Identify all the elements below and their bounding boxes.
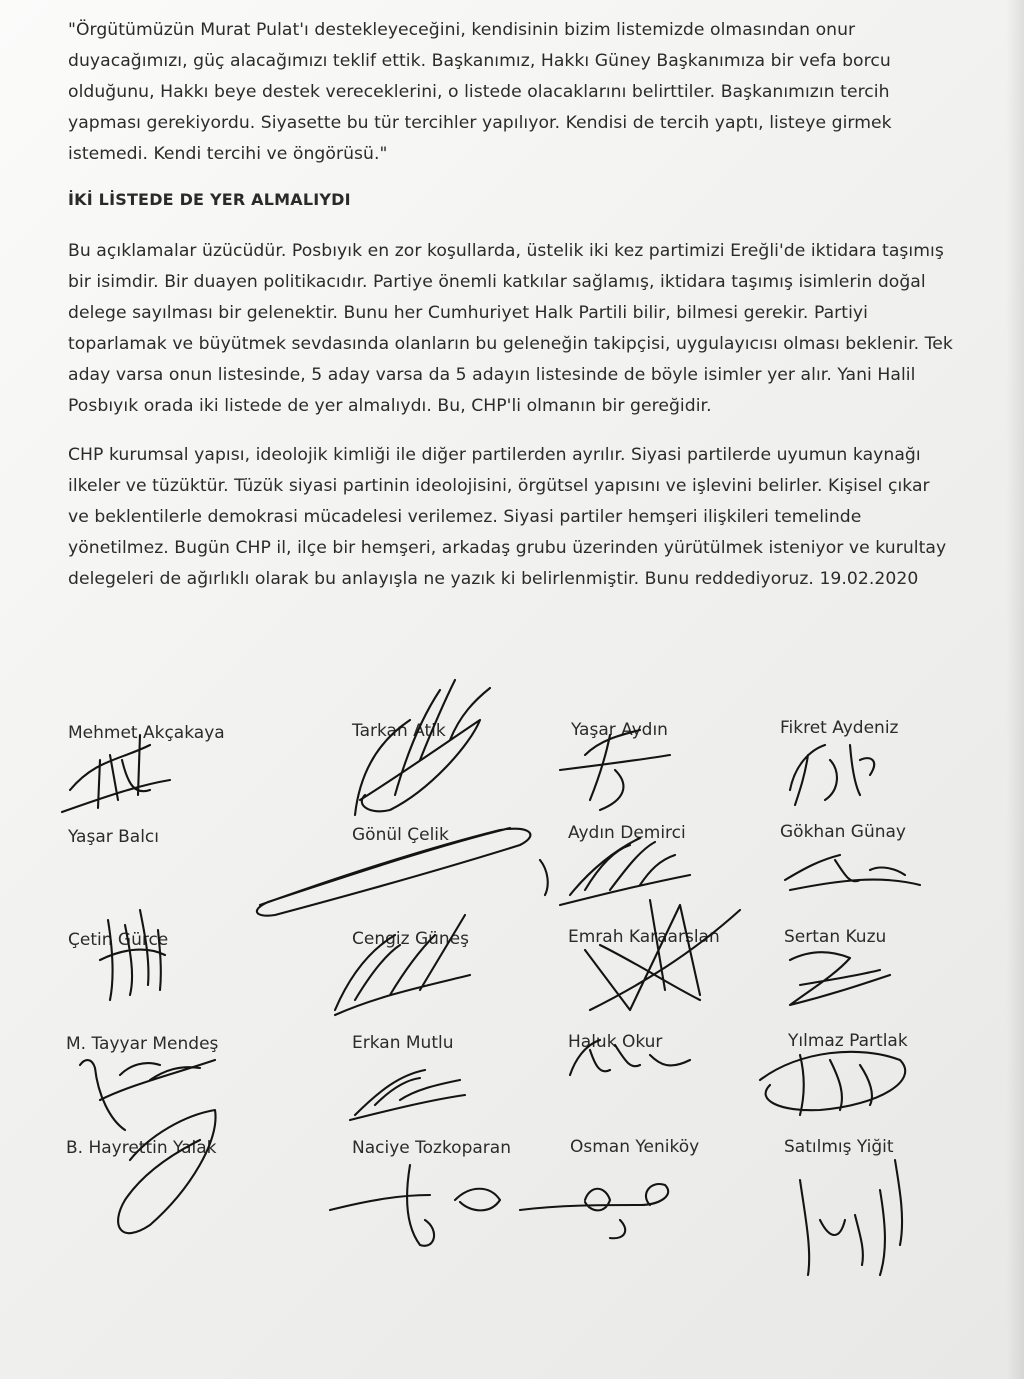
signatory-name: B. Hayrettin Yalak xyxy=(66,1138,217,1158)
text-line: istemedi. Kendi tercihi ve öngörüsü." xyxy=(68,144,388,164)
text-line: aday varsa onun listesinde, 5 aday varsa da 5 adayın listesinde de böyle isimler yer alır. Yani Halil xyxy=(68,365,916,385)
signatory-name: Aydın Demirci xyxy=(568,823,686,843)
signature xyxy=(560,730,670,810)
signature xyxy=(800,1160,902,1275)
signatory-name: Gökhan Günay xyxy=(780,822,906,842)
signatory-name: Yılmaz Partlak xyxy=(788,1031,908,1051)
signatory-name: Yaşar Balcı xyxy=(68,827,160,847)
signature xyxy=(62,735,170,812)
text-line: ilkeler ve tüzüktür. Tüzük siyasi partinin ideolojisini, örgütsel yapısını ve işlevini belirler. Kişisel çıkar xyxy=(68,476,930,496)
signature xyxy=(560,838,690,905)
signatory-name: M. Tayyar Mendeş xyxy=(66,1034,219,1054)
signature xyxy=(330,1165,500,1246)
signature xyxy=(520,1184,668,1238)
signature xyxy=(80,1060,215,1130)
paragraph-2 xyxy=(68,440,988,595)
signatory-name: Mehmet Akçakaya xyxy=(68,723,225,743)
signatory-name: Sertan Kuzu xyxy=(784,927,887,947)
signatory-name: Satılmış Yiğit xyxy=(784,1137,894,1157)
text-line: "Örgütümüzün Murat Pulat'ı destekleyeceğini, kendisinin bizim listemizde olmasından onur xyxy=(68,20,856,40)
signature xyxy=(585,900,740,1010)
signature xyxy=(118,1110,215,1233)
signature xyxy=(790,745,874,805)
text-line: yapması gerekiyordu. Siyasette bu tür tercihler yapılıyor. Kendisi de tercih yaptı, listeye girmek xyxy=(68,113,892,133)
text-line: toparlamak ve büyütmek sevdasında olanların bu geleneğin takipçisi, uygulayıcısı olması beklenir. Tek xyxy=(68,334,953,354)
signatory-name: Emrah Karaarslan xyxy=(568,927,720,947)
text-line: Posbıyık orada iki listede de yer almalıydı. Bu, CHP'li olmanın bir gereğidir. xyxy=(68,396,712,416)
signatory-name: Cengiz Güneş xyxy=(352,929,469,949)
text-line: CHP kurumsal yapısı, ideolojik kimliği ile diğer partilerden ayrılır. Siyasi partilerde uyumun kaynağı xyxy=(68,445,921,465)
signature xyxy=(350,1070,465,1120)
signature xyxy=(785,855,920,890)
signatory-name: Yaşar Aydın xyxy=(571,720,668,740)
signature xyxy=(355,680,490,815)
text-line: yönetilmez. Bugün CHP il, ilçe bir hemşeri, arkadaş grubu üzerinden yürütülmek isteniyor ve kurultay xyxy=(68,538,947,558)
paper-shadow xyxy=(1006,0,1024,1379)
signatory-name: Haluk Okur xyxy=(568,1032,663,1052)
signatory-name: Osman Yeniköy xyxy=(570,1137,700,1157)
quote-paragraph xyxy=(68,15,988,170)
signature xyxy=(100,910,165,1000)
signature xyxy=(760,1052,905,1115)
text-line: duyacağımızı, güç alacağımızı teklif ettik. Başkanımız, Hakkı Güney Başkanımıza bir vefa borcu xyxy=(68,51,891,71)
text-line: Bu açıklamalar üzücüdür. Posbıyık en zor koşullarda, üstelik iki kez partimizi Ereğli'de iktidara taşımış xyxy=(68,241,944,261)
signatory-name: Tarkan Atik xyxy=(352,721,446,741)
signatory-name: Çetin Gürce xyxy=(68,930,169,950)
paragraph-1 xyxy=(68,236,988,422)
signature xyxy=(790,952,890,1005)
signatory-name: Gönül Çelik xyxy=(352,825,449,845)
text-line: delege sayılması bir gelenektir. Bunu her Cumhuriyet Halk Partili bilir, bilmesi gerekir. Partiyi xyxy=(68,303,868,323)
text-line: ve beklentilerle demokrasi mücadelesi verilemez. Siyasi partiler hemşeri ilişkileri temelinde xyxy=(68,507,862,527)
text-line: delegeleri de ağırlıklı olarak bu anlayışla ne yazık ki belirlenmiştir. Bunu reddediyoruz. 19.02.2020 xyxy=(68,569,919,589)
signatory-name: Erkan Mutlu xyxy=(352,1033,454,1053)
signatory-name: Fikret Aydeniz xyxy=(780,718,899,738)
signatory-name: Naciye Tozkoparan xyxy=(352,1138,511,1158)
text-line: olduğunu, Hakkı beye destek vereceklerini, o listede olacaklarını belirttiler. Başkanımızın tercih xyxy=(68,82,890,102)
section-heading: İKİ LİSTEDE DE YER ALMALIYDI xyxy=(68,190,351,209)
text-line: bir isimdir. Bir duayen politikacıdır. Partiye önemli katkılar sağlamış, iktidara taşımış isimlerin doğal xyxy=(68,272,926,292)
